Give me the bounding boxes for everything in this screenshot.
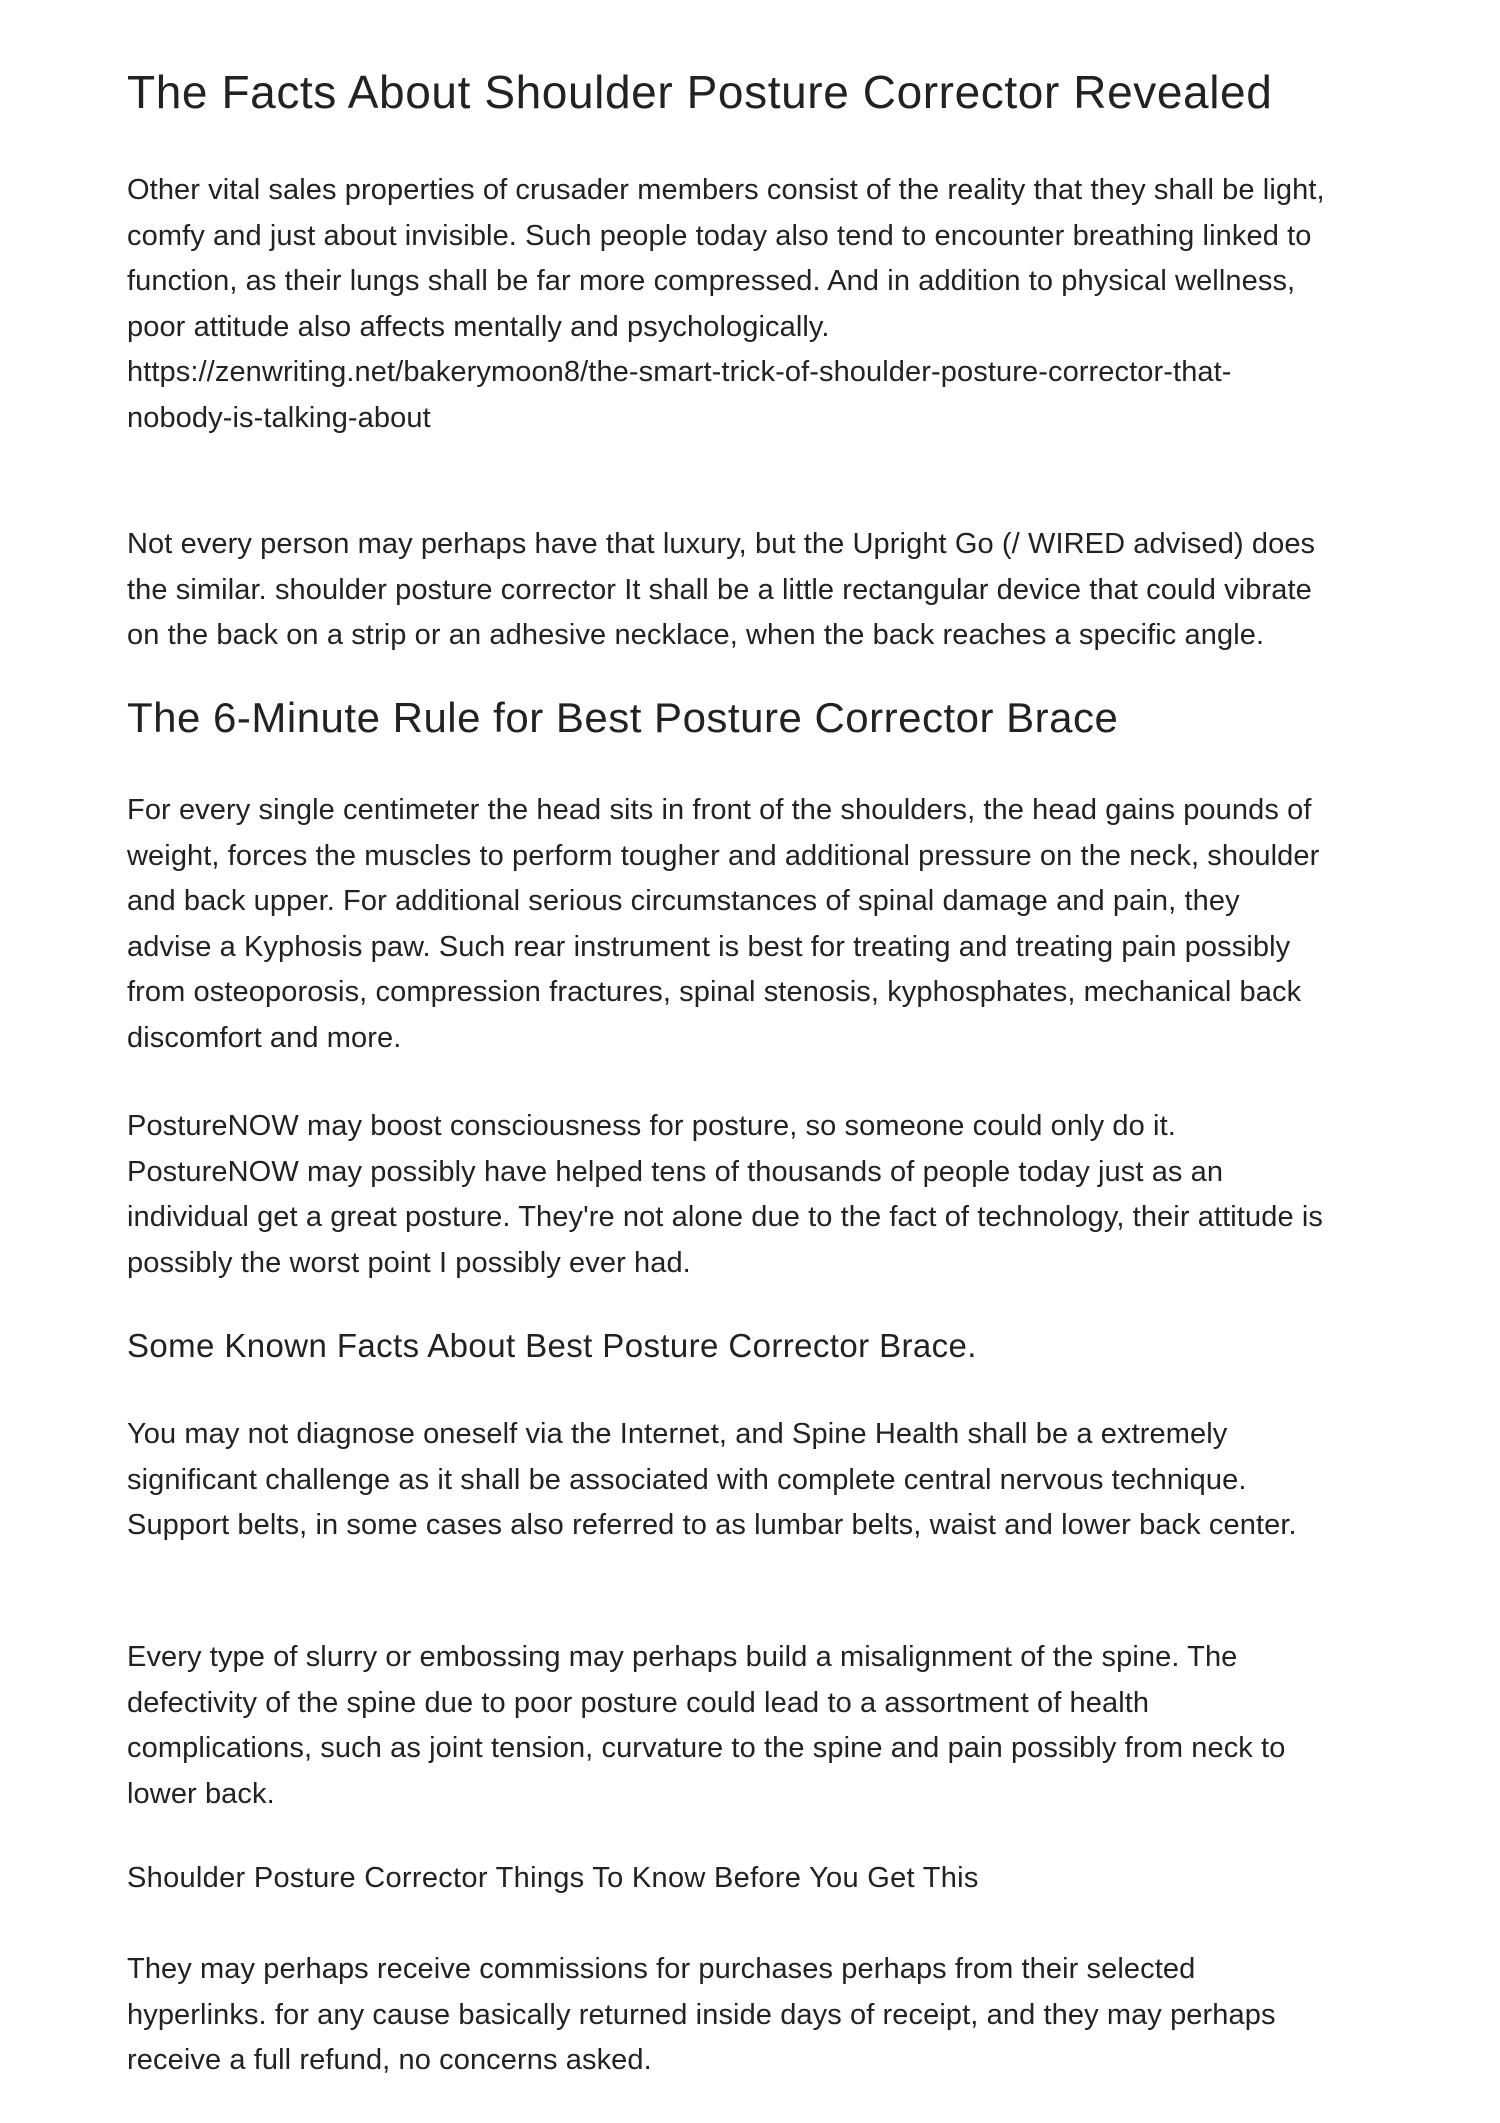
paragraph-line: Support belts, in some cases also referred to as lumbar belts, waist and lower back center. (127, 1509, 1297, 1541)
paragraph-commissions (127, 1947, 1387, 2084)
paragraph-head-weight (127, 788, 1387, 1061)
paragraph-posturenow (127, 1104, 1387, 1286)
paragraph-line: lower back. (127, 1777, 275, 1810)
paragraph-line: weight, forces the muscles to perform tougher and additional pressure on the neck, shoulder (127, 839, 1320, 872)
paragraph-spine-health (127, 1412, 1387, 1549)
paragraph-line: the similar. shoulder posture corrector It shall be a little rectangular device that could vibrate (127, 573, 1312, 606)
section-heading-known-facts: Some Known Facts About Best Posture Corrector Brace. (127, 1327, 977, 1364)
paragraph-misalignment (127, 1635, 1387, 1817)
paragraph-line: Not every person may perhaps have that luxury, but the Upright Go (/ WIRED advised) does (127, 528, 1316, 560)
paragraph-line: function, as their lungs shall be far more compressed. And in addition to physical wellness, (127, 265, 1296, 297)
paragraph-line: discomfort and more. (127, 1021, 402, 1054)
paragraph-upright-go (127, 522, 1387, 659)
url-text: https://zenwriting.net/bakerymoon8/the-smart-trick-of-shoulder-posture-corrector-that- (127, 356, 1232, 388)
paragraph-line: on the back on a strip or an adhesive necklace, when the back reaches a specific angle. (127, 619, 1265, 651)
paragraph-line: possibly the worst point I possibly ever had. (127, 1246, 691, 1279)
paragraph-line: You may not diagnose oneself via the Internet, and Spine Health shall be a extremely (127, 1418, 1228, 1450)
paragraph-line: hyperlinks. for any cause basically returned inside days of receipt, and they may perhaps (127, 1998, 1276, 2031)
paragraph-line: defectivity of the spine due to poor posture could lead to a assortment of health (127, 1686, 1150, 1719)
paragraph-line: receive a full refund, no concerns asked. (127, 2044, 652, 2076)
url-text: nobody-is-talking-about (127, 401, 431, 434)
paragraph-line: PostureNOW may possibly have helped tens of thousands of people today just as an (127, 1155, 1224, 1188)
paragraph-line: Other vital sales properties of crusader members consist of the reality that they shall be light, (127, 174, 1325, 206)
paragraph-line: PostureNOW may boost consciousness for posture, so someone could only do it. (127, 1110, 1176, 1142)
paragraph-line: from osteoporosis, compression fractures, spinal stenosis, kyphosphates, mechanical back (127, 976, 1302, 1008)
paragraph-intro (127, 168, 1387, 441)
paragraph-line: They may perhaps receive commissions for purchases perhaps from their selected (127, 1953, 1196, 1985)
paragraph-line: and back upper. For additional serious circumstances of spinal damage and pain, they (127, 885, 1240, 917)
paragraph-line: comfy and just about invisible. Such people today also tend to encounter breathing linked to (127, 219, 1312, 252)
paragraph-line: complications, such as joint tension, curvature to the spine and pain possibly from neck to (127, 1732, 1286, 1764)
section-heading-6-minute-rule: The 6-Minute Rule for Best Posture Corrector Brace (127, 694, 1119, 741)
paragraph-line: Every type of slurry or embossing may perhaps build a misalignment of the spine. The (127, 1641, 1238, 1673)
paragraph-line: advise a Kyphosis paw. Such rear instrument is best for treating and treating pain possibly (127, 930, 1291, 963)
paragraph-line: poor attitude also affects mentally and psychologically. (127, 310, 830, 343)
paragraph-line: individual get a great posture. They're not alone due to the fact of technology, their attitude is (127, 1201, 1323, 1233)
page-title: The Facts About Shoulder Posture Corrector Revealed (127, 66, 1273, 118)
paragraph-line: For every single centimeter the head sits in front of the shoulders, the head gains pounds of (127, 794, 1312, 826)
paragraph-line: significant challenge as it shall be associated with complete central nervous technique. (127, 1463, 1247, 1496)
section-heading-things-to-know: Shoulder Posture Corrector Things To Know Before You Get This (127, 1862, 979, 1894)
